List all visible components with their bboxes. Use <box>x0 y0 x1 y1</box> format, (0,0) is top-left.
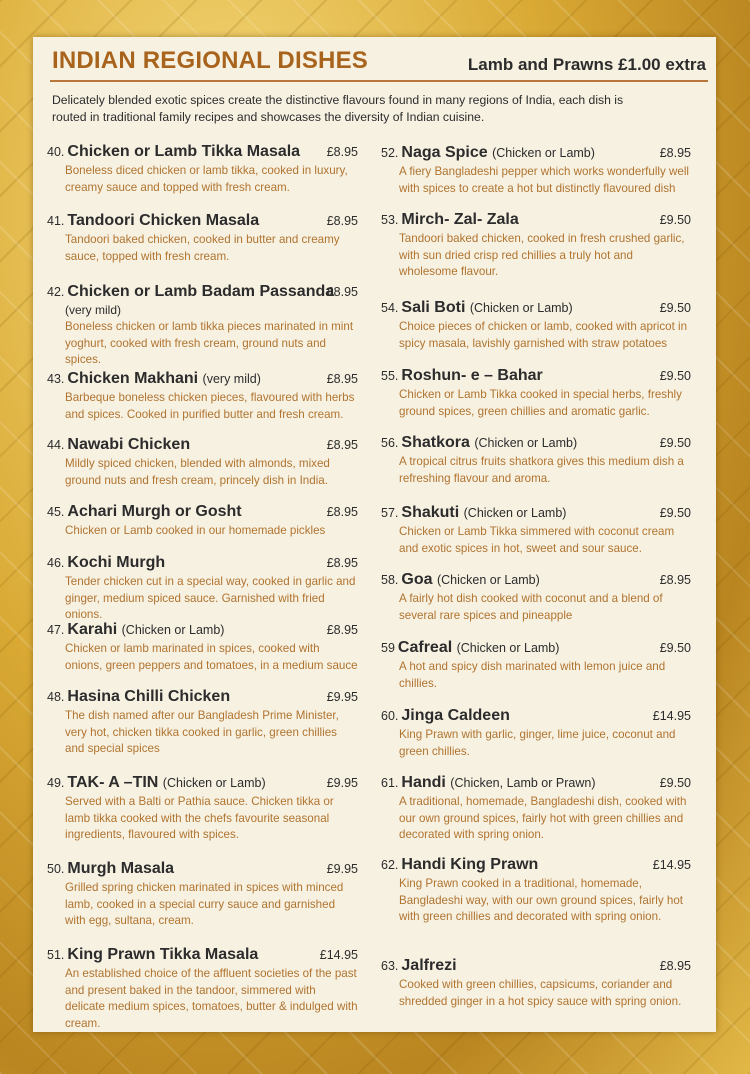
dish-heading <box>381 773 691 793</box>
dish-price: £9.50 <box>659 506 691 520</box>
dish-description: A tropical citrus fruits shatkora gives this medium dish a refreshing flavour and aroma. <box>399 455 684 485</box>
dish-number: 44. <box>47 438 65 452</box>
dish-subtitle: (Chicken or Lamb) <box>456 641 560 655</box>
dish-number: 55. <box>381 369 399 383</box>
dish-description: Chicken or Lamb cooked in our homemade pickles <box>65 524 326 537</box>
dish-description: Served with a Balti or Pathia sauce. Chicken tikka or lamb tikka cooked with the chefs favourite seasonal ingredients, flavoured with spices. <box>65 795 334 841</box>
menu-item <box>47 620 358 674</box>
dish-heading <box>47 435 358 455</box>
dish-price: £9.95 <box>326 862 358 876</box>
dish-price: £8.95 <box>326 285 358 299</box>
dish-description: King Prawn with garlic, ginger, lime juice, coconut and green chillies. <box>399 728 676 758</box>
dish-name: Nawabi Chicken <box>67 436 191 453</box>
menu-item <box>47 687 358 758</box>
menu-item <box>381 143 691 197</box>
dish-name: Shatkora <box>401 434 470 451</box>
dish-name: Naga Spice <box>401 144 488 161</box>
dish-heading <box>47 687 358 707</box>
dish-description: An established choice of the affluent societies of the past and present baked in the tandoor, simmered with delicate medium spices, tomatoes, butter & indulged with cream. <box>65 967 358 1030</box>
dish-heading <box>47 142 358 162</box>
dish-heading <box>47 945 358 965</box>
dish-number: 57. <box>381 506 399 520</box>
dish-description: King Prawn cooked in a traditional, homemade, Bangladeshi way, with our own ground spices, fairly hot with green chillies and decorated with spring onion. <box>399 877 683 923</box>
dish-price: £8.95 <box>659 573 691 587</box>
dish-heading <box>381 570 691 590</box>
dish-price: £9.50 <box>659 641 691 655</box>
dish-name: TAK- A –TIN <box>67 774 159 791</box>
dish-number: 61. <box>381 776 399 790</box>
dish-name: Handi <box>401 774 446 791</box>
menu-item <box>47 142 358 196</box>
dish-number: 54. <box>381 301 399 315</box>
dish-number: 53. <box>381 213 399 227</box>
dish-name: Goa <box>401 571 433 588</box>
menu-item <box>47 859 358 930</box>
dish-subtitle: (Chicken or Lamb) <box>474 436 578 450</box>
menu-item <box>381 855 691 926</box>
dish-name: Shakuti <box>401 504 460 521</box>
menu-item <box>47 553 358 624</box>
menu-item <box>47 282 358 369</box>
dish-number: 56. <box>381 436 399 450</box>
dish-description: A fairly hot dish cooked with coconut and a blend of several rare spices and pineapple <box>399 592 663 622</box>
dish-price: £8.95 <box>659 959 691 973</box>
dish-description: A fiery Bangladeshi pepper which works wonderfully well with spices to create a hot but distinctly flavoured dish <box>399 165 689 195</box>
dish-name: Jinga Caldeen <box>401 707 510 724</box>
dish-subtitle: (Chicken or Lamb) <box>162 776 266 790</box>
menu-item <box>381 706 691 760</box>
dish-subtitle: (Chicken or Lamb) <box>469 301 573 315</box>
dish-subtitle: (very mild) <box>65 303 121 317</box>
dish-price: £8.95 <box>326 438 358 452</box>
dish-price: £8.95 <box>326 214 358 228</box>
dish-description: Boneless diced chicken or lamb tikka, cooked in luxury, creamy sauce and topped with fresh cream. <box>65 164 348 194</box>
menu-item <box>381 366 691 420</box>
dish-name: Sali Boti <box>401 299 466 316</box>
dish-subtitle: (very mild) <box>202 372 261 386</box>
dish-subtitle: (Chicken, Lamb or Prawn) <box>450 776 596 790</box>
dish-heading <box>47 369 358 389</box>
dish-number: 48. <box>47 690 65 704</box>
dish-number: 49. <box>47 776 65 790</box>
menu-item <box>47 435 358 489</box>
dish-number: 42. <box>47 285 65 299</box>
dish-description: Boneless chicken or lamb tikka pieces marinated in mint yoghurt, cooked with fresh cream, ground nuts and spices. <box>65 320 354 366</box>
dish-price: £8.95 <box>326 623 358 637</box>
dish-number: 51. <box>47 948 65 962</box>
dish-heading <box>47 620 358 640</box>
dish-name: Murgh Masala <box>67 860 175 877</box>
dish-price: £9.95 <box>326 776 358 790</box>
dish-name: Karahi <box>67 621 118 638</box>
menu-item <box>47 945 358 1032</box>
dish-name: Chicken or Lamb Badam Passanda <box>67 283 335 300</box>
dish-price: £9.95 <box>326 690 358 704</box>
dish-price: £9.50 <box>659 776 691 790</box>
dish-heading <box>381 855 691 875</box>
dish-name: Chicken Makhani <box>67 370 199 387</box>
dish-name: Tandoori Chicken Masala <box>67 212 260 229</box>
dish-description: Chicken or Lamb Tikka simmered with coconut cream and exotic spices in hot, sweet and sour sauce. <box>399 525 675 555</box>
dish-heading <box>381 143 691 163</box>
dish-description: Tandoori baked chicken, cooked in fresh crushed garlic, with sun dried crisp red chillies a truly hot and wholesome flavour. <box>399 232 685 278</box>
dish-description: Tender chicken cut in a special way, cooked in garlic and ginger, medium spiced sauce. Garnished with fried onions. <box>65 575 356 621</box>
dish-number: 40. <box>47 145 65 159</box>
intro-text: Delicately blended exotic spices create the distinctive flavours found in many regions of India, each dish is routed in traditional family recipes and showcases the diversity of Indian cuisine. <box>52 93 624 124</box>
dish-number: 43. <box>47 372 65 386</box>
dish-description: A hot and spicy dish marinated with lemon juice and chillies. <box>399 660 666 690</box>
dish-heading <box>381 298 691 318</box>
dish-heading <box>47 502 358 522</box>
menu-item <box>47 773 358 844</box>
dish-heading <box>47 859 358 879</box>
dish-number: 45. <box>47 505 65 519</box>
dish-price: £9.50 <box>659 369 691 383</box>
menu-item <box>47 211 358 265</box>
dish-name: Kochi Murgh <box>67 554 166 571</box>
dish-price: £8.95 <box>326 372 358 386</box>
dish-name: Cafreal <box>397 639 453 656</box>
dish-price: £8.95 <box>659 146 691 160</box>
lamb-prawn-extra-note: Lamb and Prawns £1.00 extra <box>467 55 706 74</box>
dish-price: £9.50 <box>659 213 691 227</box>
menu-item <box>381 956 691 1010</box>
dish-description: Chicken or Lamb Tikka cooked in special herbs, freshly ground spices, green chillies and aromatic garlic. <box>399 388 682 418</box>
dish-number: 41. <box>47 214 65 228</box>
dish-heading <box>381 503 691 523</box>
page-title: INDIAN REGIONAL DISHES <box>52 47 368 74</box>
dish-number: 63. <box>381 959 399 973</box>
menu-item <box>381 298 691 352</box>
dish-name: Chicken or Lamb Tikka Masala <box>67 143 301 160</box>
dish-price: £8.95 <box>326 145 358 159</box>
dish-name: Roshun- e – Bahar <box>401 367 543 384</box>
dish-heading <box>381 210 691 230</box>
dish-number: 52. <box>381 146 399 160</box>
dish-heading <box>47 211 358 231</box>
dish-description: The dish named after our Bangladesh Prime Minister, very hot, chicken tikka cooked in garlic, green chillies and special spices <box>65 709 339 755</box>
menu-item <box>381 503 691 557</box>
dish-name: Jalfrezi <box>401 957 457 974</box>
dish-subtitle: (Chicken or Lamb) <box>436 573 540 587</box>
dish-number: 60. <box>381 709 399 723</box>
menu-item <box>381 773 691 844</box>
dish-name: Hasina Chilli Chicken <box>67 688 231 705</box>
dish-price: £14.95 <box>319 948 358 962</box>
dish-name: King Prawn Tikka Masala <box>67 946 259 963</box>
dish-heading <box>381 956 691 976</box>
dish-price: £8.95 <box>326 505 358 519</box>
dish-price: £9.50 <box>659 436 691 450</box>
dish-number: 50. <box>47 862 65 876</box>
dish-price: £14.95 <box>652 709 691 723</box>
dish-description: Tandoori baked chicken, cooked in butter and creamy sauce, topped with fresh cream. <box>65 233 340 263</box>
dish-heading <box>381 433 691 453</box>
dish-price: £14.95 <box>652 858 691 872</box>
dish-heading <box>47 553 358 573</box>
menu-item <box>381 210 691 281</box>
dish-price: £8.95 <box>326 556 358 570</box>
menu-item <box>381 433 691 487</box>
menu-item <box>381 570 691 624</box>
dish-number: 47. <box>47 623 65 637</box>
dish-number: 62. <box>381 858 399 872</box>
dish-name: Achari Murgh or Gosht <box>67 503 242 520</box>
dish-description: Choice pieces of chicken or lamb, cooked with apricot in spicy masala, lavishly garnished with straw potatoes <box>399 320 688 350</box>
dish-subtitle: (Chicken or Lamb) <box>121 623 225 637</box>
dish-description: Chicken or lamb marinated in spices, cooked with onions, green peppers and tomatoes, in a medium sauce <box>65 642 358 672</box>
header-divider <box>50 80 708 82</box>
dish-name: Mirch- Zal- Zala <box>401 211 519 228</box>
dish-heading <box>381 638 691 658</box>
dish-price: £9.50 <box>659 301 691 315</box>
menu-item <box>47 502 358 540</box>
dish-description: Mildly spiced chicken, blended with almonds, mixed ground nuts and fresh cream, princely dish in India. <box>65 457 330 487</box>
dish-subtitle: (Chicken or Lamb) <box>463 506 567 520</box>
dish-description: A traditional, homemade, Bangladeshi dish, cooked with our own ground spices, fairly hot with green chillies and decorated with spring onion. <box>399 795 687 841</box>
dish-number: 46. <box>47 556 65 570</box>
dish-description: Grilled spring chicken marinated in spices with minced lamb, cooked in a special curry sauce and garnished with egg, sultana, cream. <box>65 881 344 927</box>
dish-heading <box>47 282 358 302</box>
dish-subtitle: (Chicken or Lamb) <box>492 146 595 160</box>
menu-item <box>47 369 358 423</box>
dish-description: Cooked with green chillies, capsicums, coriander and shredded ginger in a hot spicy sauce with spring onion. <box>399 978 682 1008</box>
menu-item <box>381 638 691 692</box>
dish-number: 59 <box>381 641 395 655</box>
dish-heading <box>381 706 691 726</box>
dish-description: Barbeque boneless chicken pieces, flavoured with herbs and spices. Cooked in purified butter and fresh cream. <box>65 391 355 421</box>
dish-number: 58. <box>381 573 399 587</box>
dish-heading <box>381 366 691 386</box>
dish-heading <box>47 773 358 793</box>
dish-name: Handi King Prawn <box>401 856 539 873</box>
